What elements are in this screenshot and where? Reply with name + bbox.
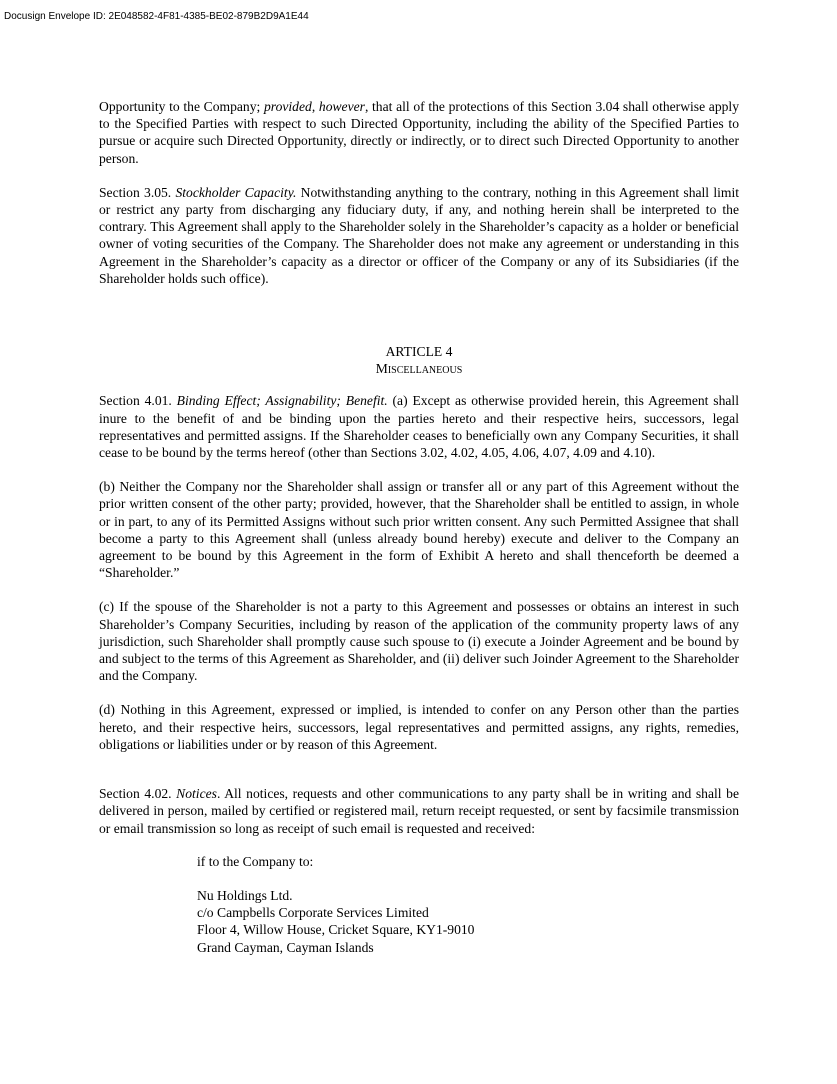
docusign-envelope-id: Docusign Envelope ID: 2E048582-4F81-4385-BE02-879B2D9A1E44 bbox=[4, 11, 309, 22]
paragraph-304-continuation: Opportunity to the Company; provided, however, that all of the protections of this Section 3.04 shall otherwise apply to the Specified Parties with respect to such Directed Opportunity, including the ability of the Specified Parties to pursue or acquire such Directed Opportunity, directly or indirectly, or to direct such Directed Opportunity to another person. bbox=[99, 99, 739, 166]
paragraph-4-01-c: (c) If the spouse of the Shareholder is not a party to this Agreement and possesses or obtains an interest in such Shareholder’s Company Securities, including by reason of the application of the community property laws of any jurisdiction, such Shareholder shall promptly cause such spouse to (i) execute a Joinder Agreement and be bound by and subject to the terms of this Agreement as Shareholder, and (ii) deliver such Joinder Agreement to the Shareholder and the Company. bbox=[99, 599, 739, 684]
section-number: Section 3.05. bbox=[99, 184, 176, 200]
section-title: Notices bbox=[176, 786, 217, 802]
address-line: c/o Campbells Corporate Services Limited bbox=[197, 905, 429, 921]
paragraph-4-01-d: (d) Nothing in this Agreement, expressed or implied, is intended to confer on any Person other than the parties hereto, and their respective heirs, successors, legal representatives and permitted assigns, any rights, remedies, obligations or liabilities under or by reason of this Agreement. bbox=[99, 702, 739, 752]
address-line: Nu Holdings Ltd. bbox=[197, 887, 293, 903]
notice-recipient-label: if to the Company to: bbox=[197, 853, 314, 869]
section-title: Binding Effect; Assignability; Benefit. bbox=[176, 393, 388, 409]
address-line: Floor 4, Willow House, Cricket Square, KY1-9010 bbox=[197, 922, 475, 938]
document-body bbox=[99, 98, 739, 956]
section-title: Stockholder Capacity. bbox=[175, 184, 297, 200]
company-address bbox=[197, 887, 739, 956]
section-number: Section 4.02. bbox=[99, 786, 177, 802]
section-4-02: Section 4.02. Notices. All notices, requests and other communications to any party shall be in writing and shall be delivered in person, mailed by certified or registered mail, return receipt requested, or sent by facsimile transmission or email transmission so long as receipt of such email is requested and received: bbox=[99, 786, 739, 836]
section-number: Section 4.01. bbox=[99, 393, 177, 409]
article-heading bbox=[99, 343, 739, 377]
section-4-01: Section 4.01. Binding Effect; Assignability; Benefit. (a) Except as otherwise provided herein, this Agreement shall inure to the benefit of and be binding upon the parties hereto and their respective heirs, successors, legal representatives and permitted assigns. If the Shareholder ceases to beneficially own any Company Securities, it shall cease to be bound by the terms hereof (other than Sections 3.02, 4.02, 4.05, 4.06, 4.07, 4.09 and 4.10). bbox=[99, 393, 739, 461]
section-3-05: Section 3.05. Stockholder Capacity. Notwithstanding anything to the contrary, nothing in this Agreement shall limit or restrict any party from discharging any fiduciary duty, if any, and nothing herein shall be interpreted to the contrary. This Agreement shall apply to the Shareholder solely in the Shareholder’s capacity as a holder or beneficial owner of voting securities of the Company. The Shareholder does not make any agreement or understanding in this Agreement in the Shareholder’s capacity as a director or officer of the Company or any of its Subsidiaries (if the Shareholder holds such office). bbox=[99, 184, 739, 286]
address-line: Grand Cayman, Cayman Islands bbox=[197, 939, 374, 955]
paragraph-4-01-b: (b) Neither the Company nor the Shareholder shall assign or transfer all or any part of this Agreement without the prior written consent of the other party; provided, however, that the Shareholder shall be entitled to assign, in whole or in part, to any of its Permitted Assigns without such prior written consent. Any such Permitted Assignee that shall become a party to this Agreement shall (unless already bound hereby) execute and deliver to the Company an agreement to be bound by this Agreement in the form of Exhibit A hereto and shall thenceforth be deemed a “Shareholder.” bbox=[99, 479, 739, 581]
article-title: ARTICLE 4 bbox=[385, 344, 453, 360]
article-subtitle: Miscellaneous bbox=[375, 361, 463, 377]
